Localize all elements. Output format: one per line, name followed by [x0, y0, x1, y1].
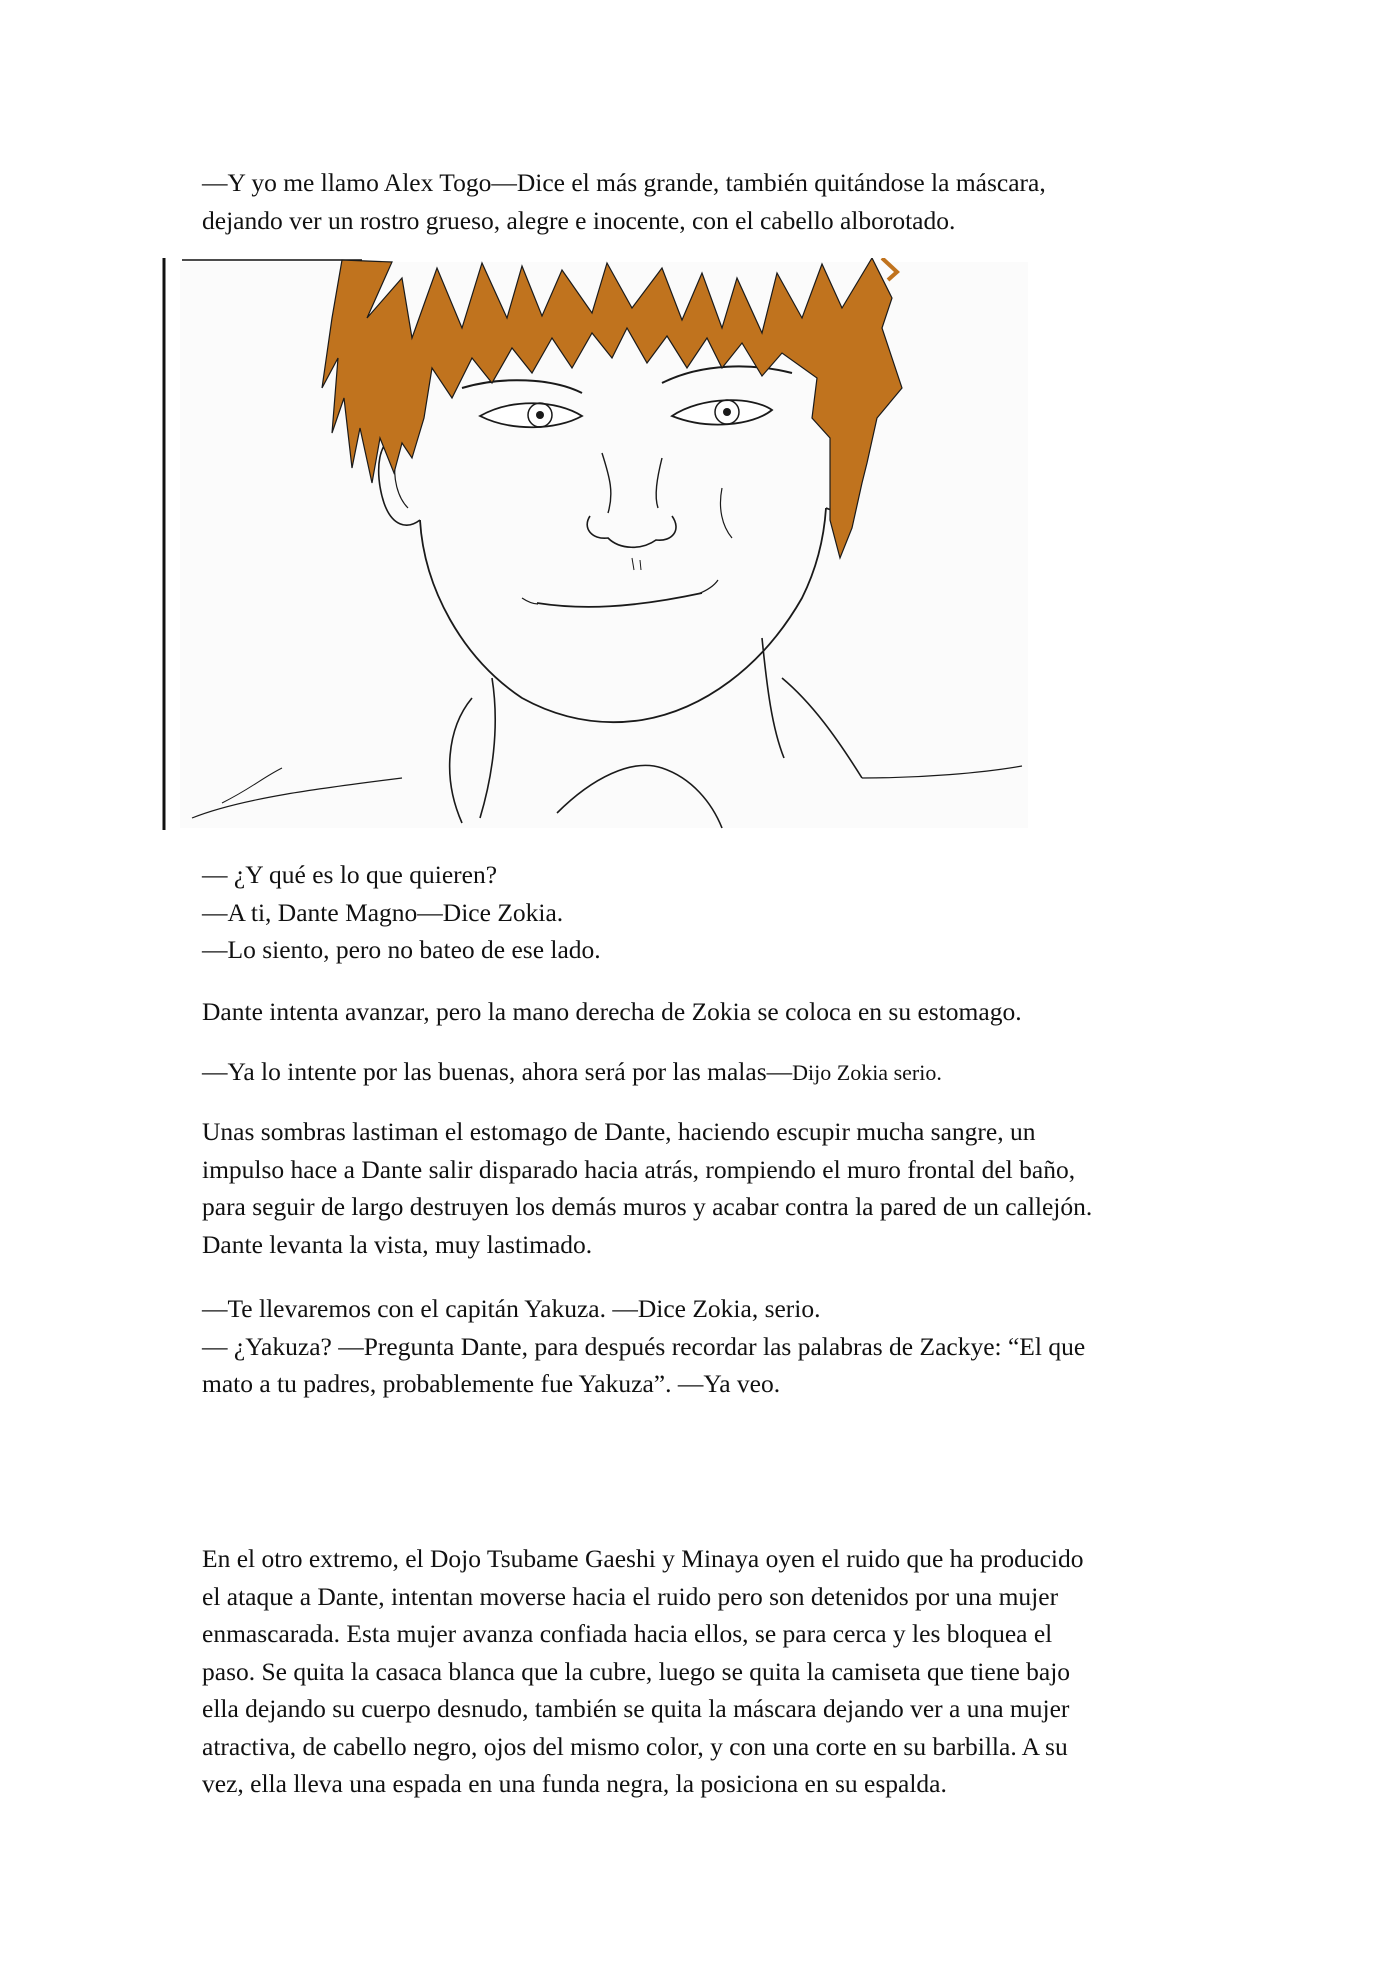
text-line: —Y yo me llamo Alex Togo—Dice el más grande, también quitándose la máscara,	[202, 168, 1046, 197]
text-line: Dante levanta la vista, muy lastimado.	[202, 1229, 593, 1259]
text-line: atractiva, de cabello negro, ojos del mismo color, y con una corte en su barbilla. A su	[202, 1731, 1068, 1761]
text-line: En el otro extremo, el Dojo Tsubame Gaeshi y Minaya oyen el ruido que ha producido	[202, 1544, 1084, 1573]
intro-paragraph	[202, 164, 1202, 239]
narration-paragraph	[202, 1540, 1202, 1803]
text-line: vez, ella lleva una espada en una funda negra, la posiciona en su espalda.	[202, 1769, 947, 1798]
portrait-sketch	[162, 258, 1032, 830]
text-line: Dante intenta avanzar, pero la mano derecha de Zokia se coloca en su estomago.	[202, 997, 1022, 1026]
text-line: ella dejando su cuerpo desnudo, también se quita la máscara dejando ver a una mujer	[202, 1694, 1070, 1723]
text-line: el ataque a Dante, intentan moverse hacia el ruido pero son detenidos por una mujer	[202, 1581, 1059, 1611]
text-line: para seguir de largo destruyen los demás muros y acabar contra la pared de un callejón.	[202, 1192, 1093, 1221]
dialogue-tag: Dijo Zokia serio.	[792, 1060, 942, 1085]
text-line: — ¿Yakuza? —Pregunta Dante, para después recordar las palabras de Zackye: “El que	[202, 1331, 1086, 1361]
text-line: dejando ver un rostro grueso, alegre e inocente, con el cabello alborotado.	[202, 205, 956, 235]
text-line: impulso hace a Dante salir disparado hacia atrás, rompiendo el muro frontal del baño,	[202, 1154, 1076, 1184]
text-line: —Te llevaremos con el capitán Yakuza. —Dice Zokia, serio.	[202, 1294, 821, 1323]
alex-togo-portrait-illustration	[162, 258, 1032, 830]
dialogue-paragraph	[202, 1053, 1202, 1092]
text-line: paso. Se quita la casaca blanca que la cubre, luego se quita la camiseta que tiene bajo	[202, 1656, 1071, 1686]
narration-paragraph	[202, 1113, 1202, 1263]
narration-paragraph	[202, 993, 1202, 1031]
dialogue-text: —Ya lo intente por las buenas, ahora será por las malas—	[202, 1057, 793, 1086]
text-line	[202, 1053, 1202, 1092]
text-line: enmascarada. Esta mujer avanza confiada hacia ellos, se para cerca y les bloquea el	[202, 1619, 1053, 1648]
right-pupil	[723, 408, 731, 416]
text-line: —Lo siento, pero no bateo de ese lado.	[202, 935, 601, 964]
text-line: —A ti, Dante Magno—Dice Zokia.	[202, 897, 564, 927]
dialogue-paragraph	[202, 856, 1202, 969]
text-line: mato a tu padres, probablemente fue Yakuza”. —Ya veo.	[202, 1369, 781, 1398]
text-line: Unas sombras lastiman el estomago de Dante, haciendo escupir mucha sangre, un	[202, 1117, 1036, 1146]
dialogue-paragraph	[202, 1290, 1202, 1403]
text-line: — ¿Y qué es lo que quieren?	[202, 860, 498, 889]
left-pupil	[536, 411, 544, 419]
